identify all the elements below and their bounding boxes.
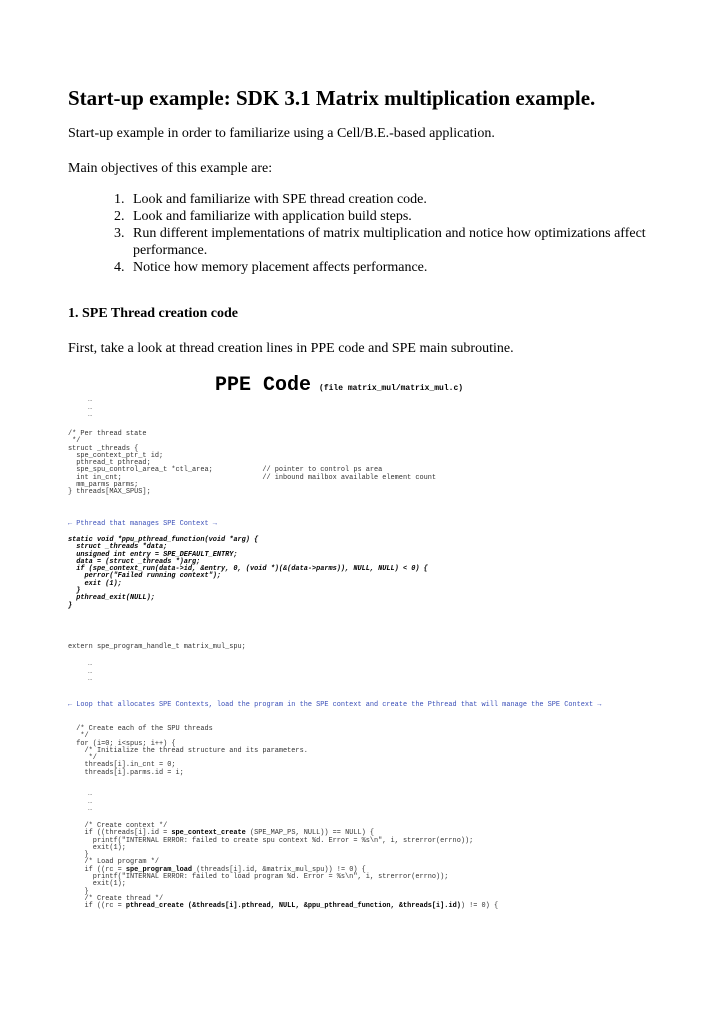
code-line: /* Create thread */ xyxy=(68,894,164,903)
code-fragment: (threads[i].id, &matrix_mul_spu)) != 0) { xyxy=(192,865,366,874)
code-line: struct _threads *data; xyxy=(68,543,168,552)
code-line: perror("Failed running context"); xyxy=(68,572,221,581)
list-item-number: 2. xyxy=(114,209,125,224)
code-line: exit(1); xyxy=(68,843,126,852)
ellipsis-group xyxy=(88,397,92,420)
list-item-text: Look and familiarize with application build steps. xyxy=(133,209,412,224)
code-line: } xyxy=(68,601,73,610)
code-line: printf("INTERNAL ERROR: failed to load program %d. Error = %s\n", i, strerror(errno)); xyxy=(68,873,449,882)
struct-code-block xyxy=(68,431,436,497)
code-line: spe_context_ptr_t id; xyxy=(68,451,164,460)
code-line: struct _threads { xyxy=(68,444,139,453)
code-line: exit (1); xyxy=(68,579,122,588)
context-code-block xyxy=(68,823,498,911)
ellipsis-group xyxy=(88,661,92,684)
code-line: } xyxy=(68,851,89,860)
code-line: /* Per thread state xyxy=(68,430,147,438)
list-item-number: 1. xyxy=(114,192,125,207)
code-line: /* Create each of the SPU threads xyxy=(68,725,213,733)
code-file-label: (file matrix_mul/matrix_mul.c) xyxy=(319,384,464,393)
code-line: printf("INTERNAL ERROR: failed to create spu context %d. Error = %s\n", i, strerror(errno)); xyxy=(68,836,474,845)
code-line: */ xyxy=(68,437,81,446)
code-line: static void *ppu_pthread_function(void *arg) { xyxy=(68,536,259,544)
ellipsis: … xyxy=(88,403,93,412)
code-fragment: (SPE_MAP_PS, NULL)) == NULL) { xyxy=(245,829,375,838)
list-item-number: 3. xyxy=(114,226,125,241)
code-line: pthread_t pthread; xyxy=(68,459,151,468)
code-fragment: if ((rc = xyxy=(68,902,126,911)
code-line: data = (struct _threads *)arg; xyxy=(68,557,201,566)
section-paragraph: First, take a look at thread creation lines in PPE code and SPE main subroutine. xyxy=(68,341,514,356)
list-item-text: Notice how memory placement affects performance. xyxy=(133,260,428,275)
section-heading: 1. SPE Thread creation code xyxy=(68,306,238,321)
code-line: mm_parms parms; xyxy=(68,481,139,490)
list-item xyxy=(68,191,648,208)
code-line xyxy=(68,903,498,910)
intro-paragraph: Start-up example in order to familiarize using a Cell/B.E.-based application. xyxy=(68,126,495,141)
ellipsis: … xyxy=(88,411,93,419)
code-line: /* Initialize the thread structure and its parameters. xyxy=(68,746,308,755)
code-line: } xyxy=(68,887,89,896)
function-code-block xyxy=(68,537,428,610)
list-item-number: 4. xyxy=(114,260,125,275)
loop-comment: ← Loop that allocates SPE Contexts, load the program in the SPE context and create the Pthread that will manage the SPE Context → xyxy=(68,701,602,709)
ellipsis: … xyxy=(88,805,93,813)
list-item xyxy=(68,259,648,276)
list-item-text: Run different implementations of matrix multiplication and notice how optimizations affect performance. xyxy=(133,226,646,258)
objectives-heading: Main objectives of this example are: xyxy=(68,161,273,176)
extern-line: extern spe_program_handle_t matrix_mul_spu; xyxy=(68,643,246,651)
ellipsis: … xyxy=(88,675,93,683)
pthread-comment: ← Pthread that manages SPE Context → xyxy=(68,520,217,528)
code-line: int in_cnt; // inbound mailbox available element count xyxy=(68,473,437,482)
code-line: } threads[MAX_SPUS]; xyxy=(68,488,151,497)
code-line: if (spe_context_run(data->id, &entry, 0, (void *)(&(data->parms)), NULL, NULL) < 0) { xyxy=(68,565,428,574)
code-line: threads[i].in_cnt = 0; xyxy=(68,761,176,770)
code-line: } xyxy=(68,587,81,596)
code-fragment: ) != 0) { xyxy=(460,902,499,911)
ellipsis: … xyxy=(88,667,93,676)
code-line: /* Create context */ xyxy=(68,822,168,830)
ellipsis: … xyxy=(88,797,93,806)
ellipsis: … xyxy=(88,396,93,404)
code-line: threads[i].parms.id = i; xyxy=(68,768,184,777)
code-keyword: pthread_create (&threads[i].pthread, NULL, &ppu_pthread_function, &threads[i].id) xyxy=(125,902,461,911)
code-line: unsigned int entry = SPE_DEFAULT_ENTRY; xyxy=(68,550,238,559)
code-line: pthread_exit(NULL); xyxy=(68,594,155,603)
code-heading xyxy=(215,374,463,397)
code-keyword: spe_program_load xyxy=(125,865,193,874)
page-title: Start-up example: SDK 3.1 Matrix multiplication example. xyxy=(68,86,596,110)
ellipsis-group xyxy=(88,791,92,814)
code-fragment: if ((threads[i].id = xyxy=(68,829,172,838)
code-line: */ xyxy=(68,732,89,741)
ellipsis: … xyxy=(88,660,93,668)
code-line: */ xyxy=(68,754,97,763)
code-fragment: if ((rc = xyxy=(68,865,126,874)
code-line: spe_spu_control_area_t *ctl_area; // pointer to control ps area xyxy=(68,466,383,475)
code-keyword: spe_context_create xyxy=(171,829,246,838)
list-item-text: Look and familiarize with SPE thread creation code. xyxy=(133,192,427,207)
code-line: /* Load program */ xyxy=(68,858,159,867)
ellipsis: … xyxy=(88,790,93,798)
code-line: for (i=0; i<spus; i++) { xyxy=(68,739,176,748)
objectives-list xyxy=(68,191,648,276)
loop-code-block xyxy=(68,726,308,777)
list-item xyxy=(68,225,648,259)
code-line: exit(1); xyxy=(68,880,126,889)
code-heading-title: PPE Code xyxy=(215,374,312,397)
list-item xyxy=(68,208,648,225)
